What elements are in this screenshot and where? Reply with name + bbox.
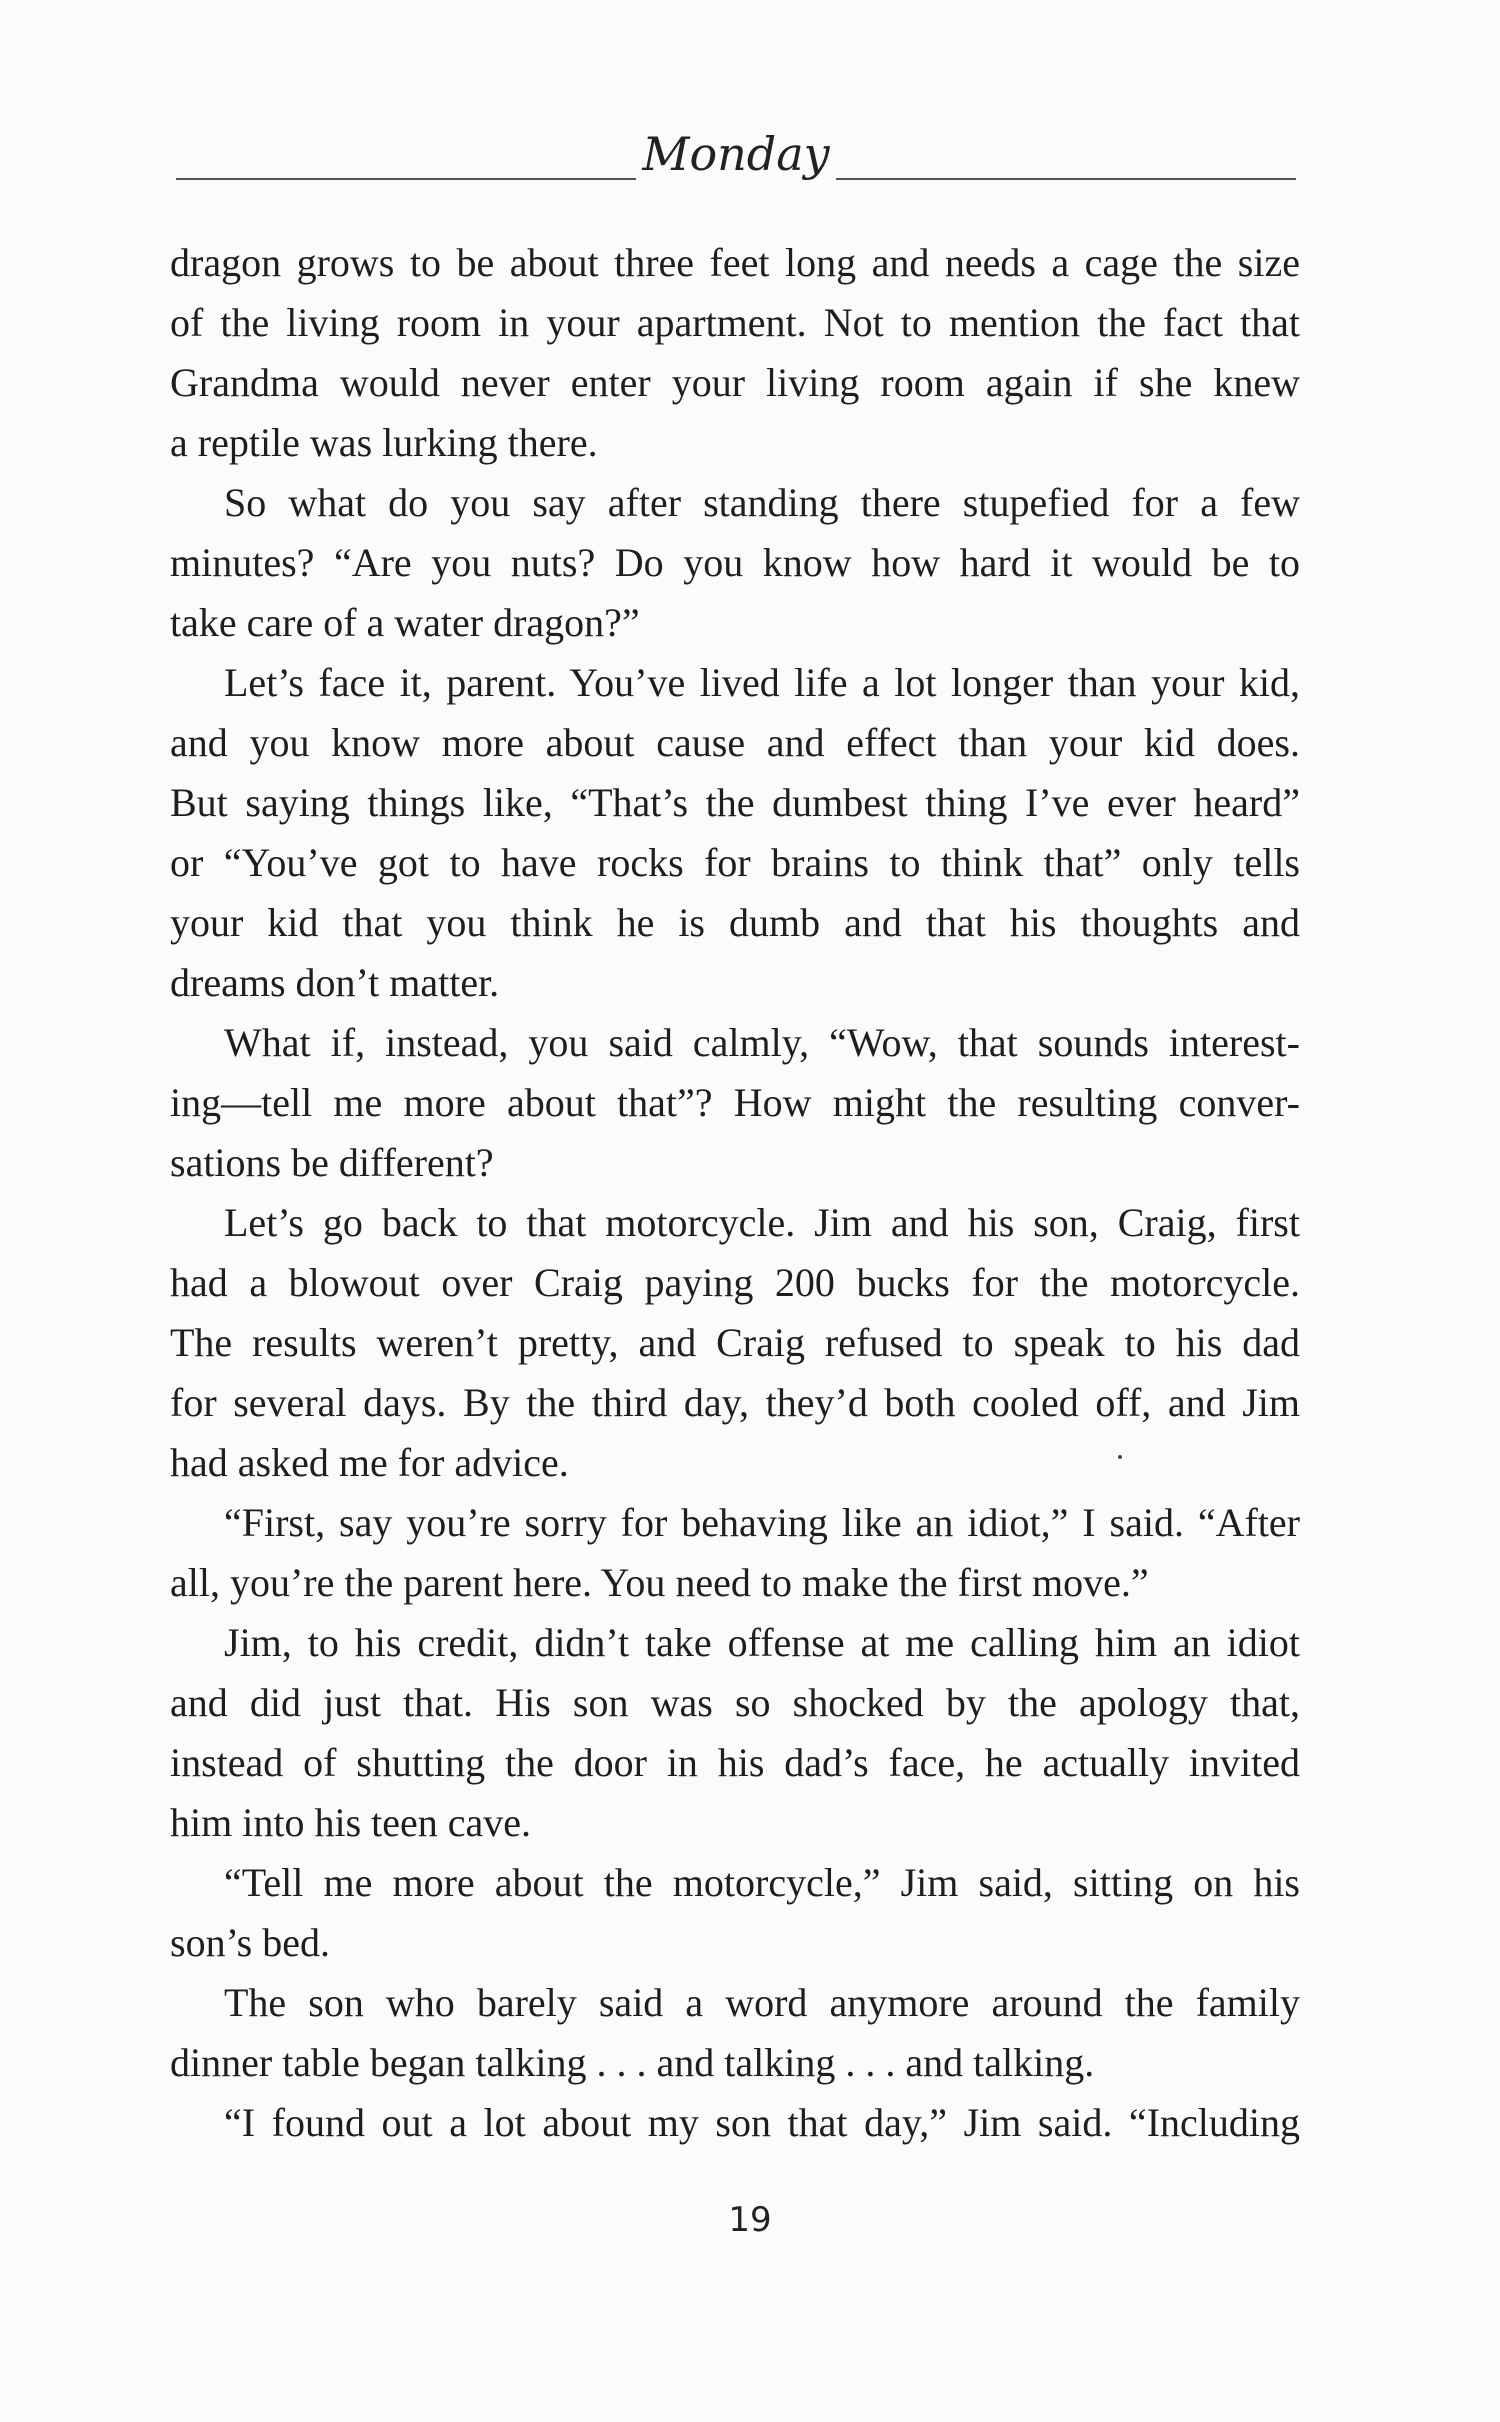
text-line: a reptile was lurking there.	[170, 420, 598, 465]
stray-mark	[1118, 1455, 1122, 1459]
text-line: Let’s go back to that motorcycle. Jim and his son, Craig, first	[224, 1200, 1300, 1245]
text-line: and you know more about cause and effect than your kid does.	[170, 720, 1300, 765]
text-line: minutes? “Are you nuts? Do you know how hard it would be to	[170, 540, 1300, 585]
text-line: sations be different?	[170, 1140, 494, 1185]
text-line: Let’s face it, parent. You’ve lived life a lot longer than your kid,	[224, 660, 1300, 705]
text-line: all, you’re the parent here. You need to make the first move.”	[170, 1560, 1149, 1605]
text-line: “First, say you’re sorry for behaving like an idiot,” I said. “After	[224, 1500, 1300, 1545]
text-line: or “You’ve got to have rocks for brains to think that” only tells	[170, 840, 1300, 885]
page-header	[176, 118, 1296, 190]
text-line: had asked me for advice.	[170, 1440, 569, 1485]
text-line: The results weren’t pretty, and Craig refused to speak to his dad	[170, 1320, 1300, 1365]
text-line: The son who barely said a word anymore around the family	[224, 1980, 1300, 2025]
text-line: your kid that you think he is dumb and that his thoughts and	[170, 900, 1300, 945]
text-line: Grandma would never enter your living room again if she knew	[170, 360, 1300, 405]
running-head-text: Monday	[636, 127, 835, 181]
text-line: dreams don’t matter.	[170, 960, 500, 1005]
text-line: for several days. By the third day, they’d both cooled off, and Jim	[170, 1380, 1300, 1425]
text-line: What if, instead, you said calmly, “Wow, that sounds interest-	[224, 1020, 1300, 1065]
running-head	[176, 124, 1296, 184]
text-line: son’s bed.	[170, 1920, 330, 1965]
text-line: take care of a water dragon?”	[170, 600, 640, 645]
text-line: him into his teen cave.	[170, 1800, 532, 1845]
text-line: dinner table began talking . . . and talking . . . and talking.	[170, 2040, 1095, 2085]
text-line: and did just that. His son was so shocked by the apology that,	[170, 1680, 1300, 1725]
text-line: instead of shutting the door in his dad’s face, he actually invited	[170, 1740, 1300, 1785]
text-line: Jim, to his credit, didn’t take offense at me calling him an idiot	[224, 1620, 1300, 1665]
text-line: “Tell me more about the motorcycle,” Jim said, sitting on his	[224, 1860, 1300, 1905]
text-line: “I found out a lot about my son that day,” Jim said. “Including	[224, 2100, 1300, 2145]
text-line: of the living room in your apartment. Not to mention the fact that	[170, 300, 1300, 345]
body-text	[170, 233, 1300, 2153]
text-line: ing—tell me more about that”? How might the resulting conver-	[170, 1080, 1300, 1125]
text-line: So what do you say after standing there stupefied for a few	[224, 480, 1300, 525]
text-line: dragon grows to be about three feet long and needs a cage the size	[170, 240, 1300, 285]
text-line: had a blowout over Craig paying 200 bucks for the motorcycle.	[170, 1260, 1300, 1305]
page-number: 19	[728, 2200, 772, 2240]
text-line: But saying things like, “That’s the dumbest thing I’ve ever heard”	[170, 780, 1300, 825]
